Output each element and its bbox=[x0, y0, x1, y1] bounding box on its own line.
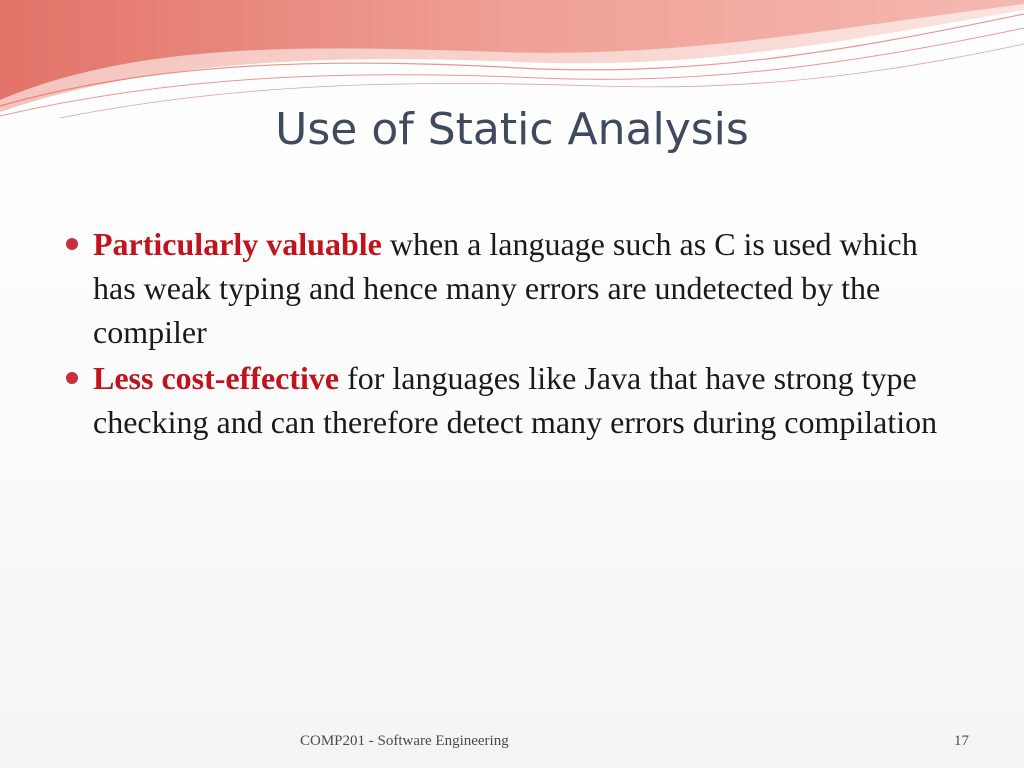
bullet-emphasis: Less cost-effective bbox=[93, 360, 340, 396]
bullet-text: when a language such as C is used which has weak typing and hence many errors are undetected by the compiler bbox=[93, 226, 918, 350]
bullet-text: for languages like Java that have strong type checking and can therefore detect many errors during compilation bbox=[93, 360, 938, 440]
slide-title: Use of Static Analysis bbox=[275, 104, 749, 155]
bullet-list bbox=[60, 222, 960, 446]
bullet-item bbox=[60, 356, 960, 444]
bullet-item bbox=[60, 222, 960, 354]
bullet-dot-icon bbox=[66, 238, 78, 250]
bullet-dot-icon bbox=[66, 372, 78, 384]
page-number: 17 bbox=[954, 733, 969, 749]
bullet-emphasis: Particularly valuable bbox=[93, 226, 382, 262]
footer-course-label: COMP201 - Software Engineering bbox=[300, 733, 509, 749]
